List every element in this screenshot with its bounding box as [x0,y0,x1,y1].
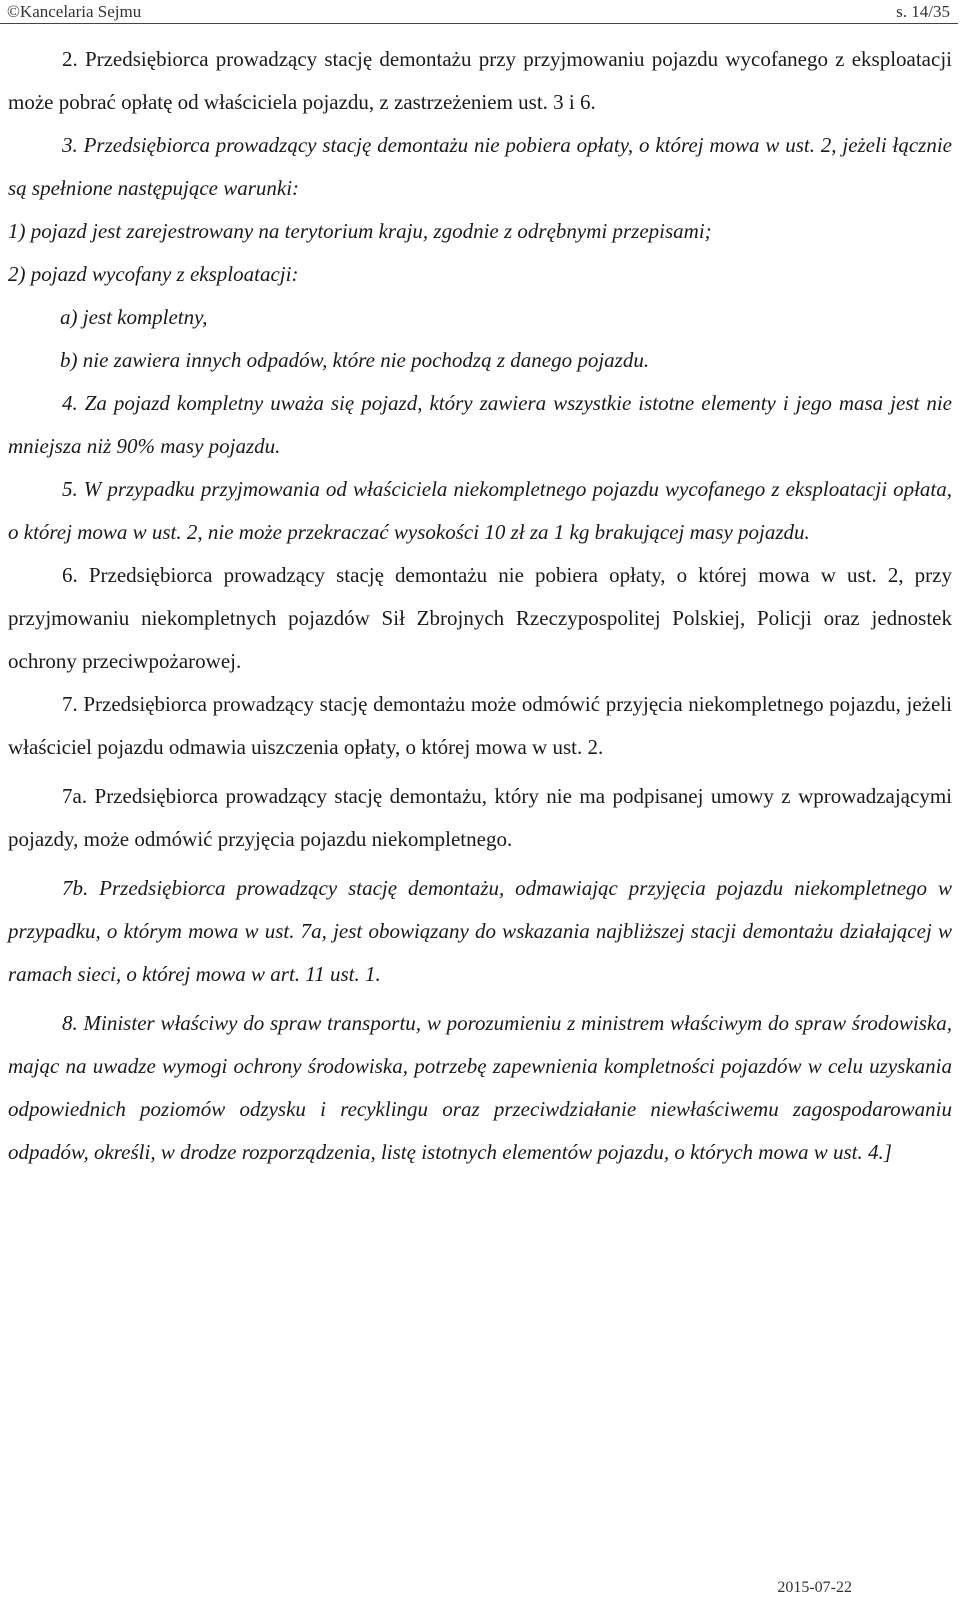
header-divider [0,23,958,24]
footer-date: 2015-07-22 [777,1579,852,1596]
list-item-3-1: 1) pojazd jest zarejestrowany na terytorium kraju, zgodnie z odrębnymi przepisami; [8,219,712,243]
paragraph-2: 2. Przedsiębiorca prowadzący stację demontażu przy przyjmowaniu pojazdu wycofanego z eksploatacji może pobrać opłatę od właściciela pojazdu, z zastrzeżeniem ust. 3 i 6. [8,47,952,114]
list-item-3-2-a: a) jest kompletny, [60,305,208,329]
paragraph-7: 7. Przedsiębiorca prowadzący stację demontażu może odmówić przyjęcia niekompletnego pojazdu, jeżeli właściciel pojazdu odmawia uiszczenia opłaty, o której mowa w ust. 2. [8,692,952,759]
paragraph-6: 6. Przedsiębiorca prowadzący stację demontażu nie pobiera opłaty, o której mowa w ust. 2, przy przyjmowaniu niekompletnych pojazdów Sił Zbrojnych Rzeczypospolitej Polskiej, Policji oraz jednostek ochrony przeciwpożarowej. [8,563,952,673]
paragraph-7b: 7b. Przedsiębiorca prowadzący stację demontażu, odmawiając przyjęcia pojazdu niekompletnego w przypadku, o którym mowa w ust. 7a, jest obowiązany do wskazania najbliższej stacji demontażu działającej w ramach sieci, o której mowa w art. 11 ust. 1. [8,876,952,986]
paragraph-4: 4. Za pojazd kompletny uważa się pojazd, który zawiera wszystkie istotne elementy i jego masa jest nie mniejsza niż 90% masy pojazdu. [8,391,952,458]
paragraph-3: 3. Przedsiębiorca prowadzący stację demontażu nie pobiera opłaty, o której mowa w ust. 2, jeżeli łącznie są spełnione następujące warunki: [8,133,952,200]
paragraph-5: 5. W przypadku przyjmowania od właściciela niekompletnego pojazdu wycofanego z eksploatacji opłata, o której mowa w ust. 2, nie może przekraczać wysokości 10 zł za 1 kg brakującej masy pojazdu. [8,477,952,544]
paragraph-8: 8. Minister właściwy do spraw transportu, w porozumieniu z ministrem właściwym do spraw środowiska, mając na uwadze wymogi ochrony środowiska, potrzebę zapewnienia kompletności pojazdów w celu uzyskania odpowiednich poziomów odzysku i recyklingu oraz przeciwdziałanie niewłaściwemu zagospodarowaniu odpadów, określi, w drodze rozporządzenia, listę istotnych elementów pojazdu, o których mowa w ust. 4.] [8,1011,952,1164]
paragraph-7a: 7a. Przedsiębiorca prowadzący stację demontażu, który nie ma podpisanej umowy z wprowadzającymi pojazdy, może odmówić przyjęcia pojazdu niekompletnego. [8,784,952,851]
list-item-3-2-b: b) nie zawiera innych odpadów, które nie pochodzą z danego pojazdu. [60,348,650,372]
header-source: ©Kancelaria Sejmu [7,2,142,21]
document-body [8,38,952,1174]
page-number: s. 14/35 [896,2,950,21]
list-item-3-2: 2) pojazd wycofany z eksploatacji: [8,262,299,286]
